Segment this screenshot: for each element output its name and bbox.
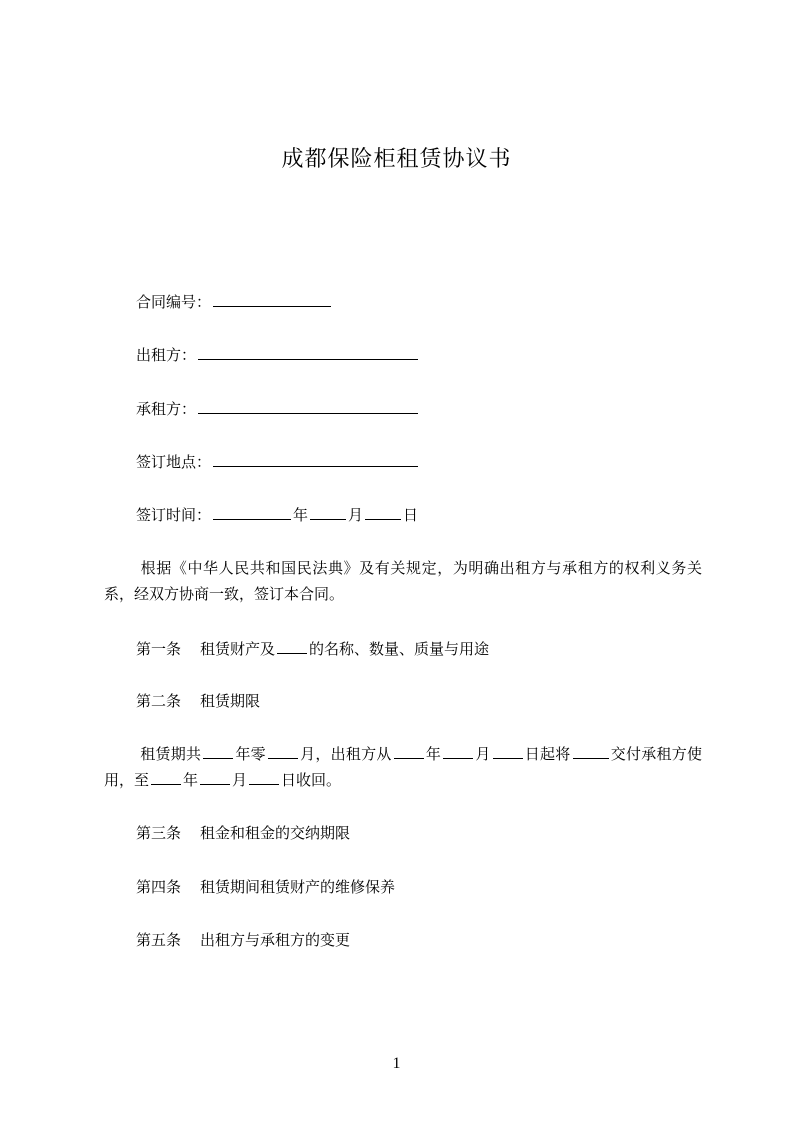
article-5-text: 出租方与承租方的变更 <box>200 931 351 949</box>
signing-place-blank <box>213 451 418 467</box>
term-text: 年 <box>425 745 442 763</box>
lessor-label: 出租方： <box>136 346 197 364</box>
term-blank <box>200 770 230 785</box>
signing-month-blank <box>310 504 346 520</box>
article-2-text: 租赁期限 <box>200 692 261 710</box>
term-text: 月 <box>475 745 491 763</box>
document-title: 成都保险柜租赁协议书 <box>281 147 512 172</box>
term-blank <box>203 744 233 759</box>
term-paragraph <box>104 741 702 793</box>
term-text: 年 <box>183 771 199 789</box>
signing-time-line <box>136 504 418 525</box>
article-4-text: 租赁期间租赁财产的维修保养 <box>200 878 396 896</box>
article-3-text: 租金和租金的交纳期限 <box>200 824 351 842</box>
term-blank <box>249 770 279 785</box>
lessor-blank <box>198 344 418 360</box>
contract-number-label: 合同编号： <box>136 293 212 311</box>
article-4 <box>136 877 395 897</box>
lessor-line <box>136 344 420 365</box>
contract-number-blank <box>213 291 331 307</box>
page-number: 1 <box>392 1055 401 1072</box>
term-text: 月 <box>232 771 248 789</box>
article-number: 第三条 <box>136 824 182 842</box>
term-blank <box>573 744 609 759</box>
article-5 <box>136 930 350 950</box>
article-1 <box>136 638 489 659</box>
article-1-text-pre: 租赁财产及 <box>200 640 276 658</box>
lessee-label: 承租方： <box>136 400 197 418</box>
contract-number-line <box>136 291 333 312</box>
term-blank <box>394 744 424 759</box>
term-text: 月，出租方从 <box>299 745 392 763</box>
year-label: 年 <box>293 506 309 524</box>
term-blank <box>443 744 473 759</box>
term-blank <box>268 744 298 759</box>
term-blank <box>493 744 523 759</box>
article-number: 第一条 <box>136 640 182 658</box>
term-text: 日起将 <box>524 745 571 763</box>
article-1-blank <box>277 638 307 654</box>
article-2 <box>136 691 260 711</box>
term-text: 年零 <box>235 745 266 763</box>
term-text: 交付承租方使用，至 <box>104 745 702 789</box>
term-blank <box>151 770 181 785</box>
month-label: 月 <box>348 506 364 524</box>
signing-day-blank <box>365 504 401 520</box>
signing-place-line <box>136 451 420 472</box>
article-number: 第五条 <box>136 931 182 949</box>
lessee-blank <box>198 398 418 414</box>
article-3 <box>136 823 350 843</box>
signing-year-blank <box>213 504 291 520</box>
day-label: 日 <box>403 506 419 524</box>
term-text: 租赁期共 <box>140 745 202 763</box>
intro-paragraph <box>104 555 702 607</box>
article-number: 第四条 <box>136 878 182 896</box>
term-text: 日收回。 <box>281 771 342 789</box>
lessee-line <box>136 398 420 419</box>
signing-place-label: 签订地点： <box>136 453 212 471</box>
signing-time-label: 签订时间： <box>136 506 212 524</box>
article-number: 第二条 <box>136 692 182 710</box>
intro-text: 根据《中华人民共和国民法典》及有关规定，为明确出租方与承租方的权利义务关系，经双方协商一致，签订本合同。 <box>104 559 702 603</box>
article-1-text-post: 的名称、数量、质量与用途 <box>309 640 490 658</box>
